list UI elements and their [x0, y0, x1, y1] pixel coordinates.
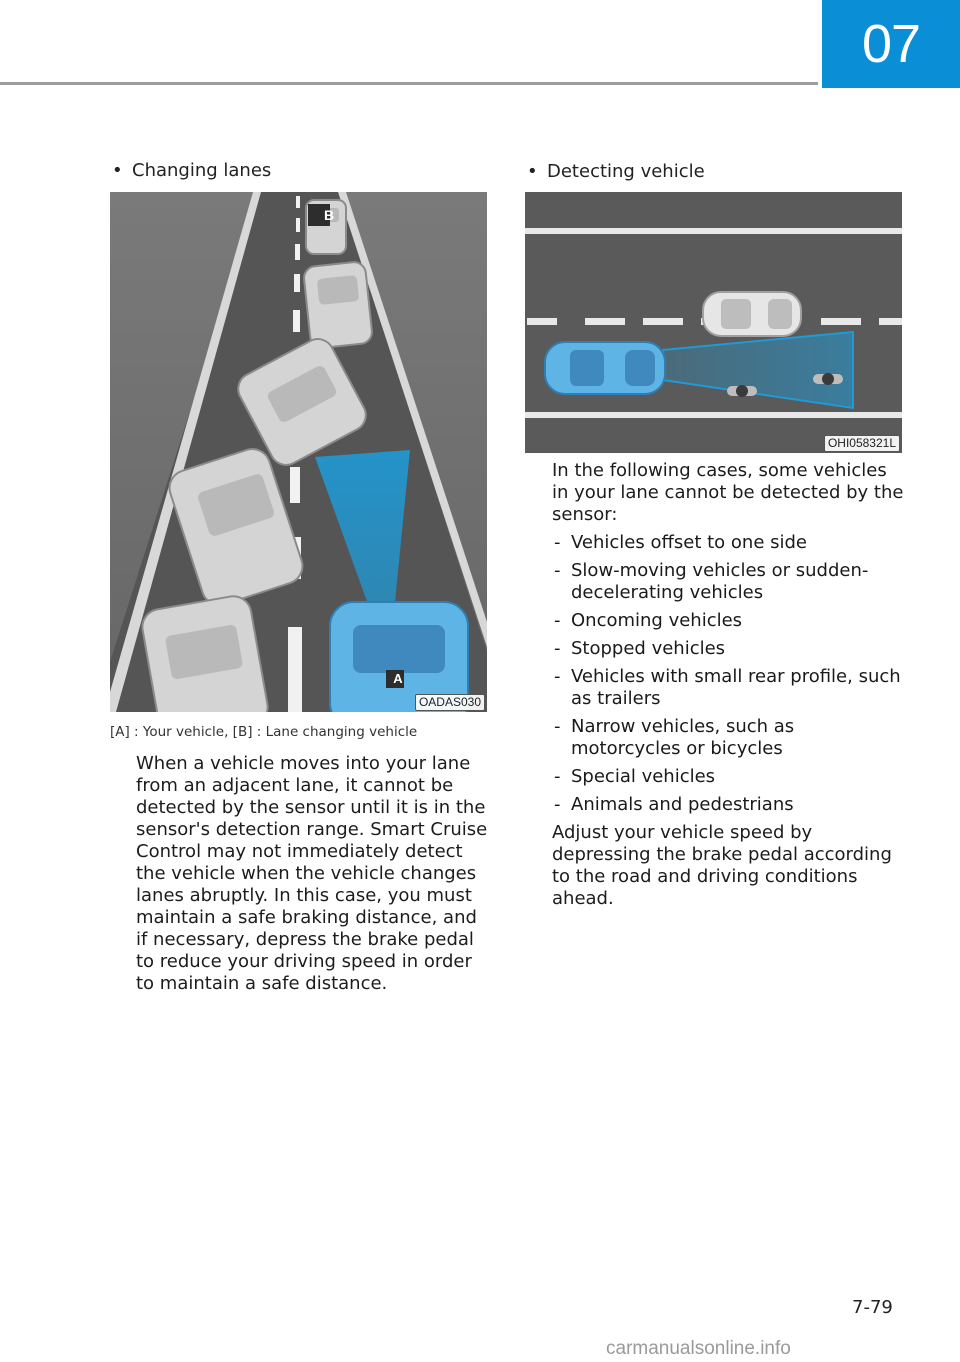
detecting-intro-paragraph: In the following cases, some vehicles in your lane cannot be detected by the sensor:	[552, 460, 904, 525]
adjust-speed-paragraph: Adjust your vehicle speed by depressing the brake pedal according to the road and driving conditions ahead.	[552, 822, 892, 909]
figure-detecting-vehicle	[525, 192, 902, 453]
list-item: - Vehicles with small rear profile, such as trailers	[554, 666, 901, 709]
list-item: - Animals and pedestrians	[554, 794, 794, 815]
undetected-vehicle-list	[552, 532, 912, 822]
figure-code: OADAS030	[415, 694, 485, 711]
bullet: •	[527, 161, 538, 182]
bullet: •	[112, 160, 123, 181]
list-item: - Narrow vehicles, such as motorcycles or bicycles	[554, 716, 795, 759]
section-heading-changing-lanes: • Changing lanes	[112, 160, 272, 181]
list-item: - Special vehicles	[554, 766, 716, 787]
figure-changing-lanes	[110, 192, 487, 712]
figure-caption: [A] : Your vehicle, [B] : Lane changing vehicle	[110, 724, 418, 740]
changing-lanes-paragraph: When a vehicle moves into your lane from an adjacent lane, it cannot be detected by the sensor until it is in the sensor's detection range. Smart Cruise Control may not immediately detect the vehicle when the vehicle changes lanes abruptly. In this case, you must maintain a safe braking distance, and if necessary, depress the brake pedal to reduce your driving speed in order to maintain a safe distance.	[136, 753, 488, 994]
list-item: - Slow-moving vehicles or sudden- decelerating vehicles	[554, 560, 869, 603]
section-heading-detecting-vehicle: • Detecting vehicle	[527, 161, 705, 182]
list-item: - Stopped vehicles	[554, 638, 726, 659]
page-number: 7-79	[852, 1297, 893, 1318]
list-item: - Oncoming vehicles	[554, 610, 743, 631]
watermark: carmanualsonline.info	[606, 1338, 791, 1359]
list-item: - Vehicles offset to one side	[554, 532, 808, 553]
detecting-vehicle-illustration	[525, 192, 902, 453]
header-rule	[0, 82, 818, 85]
lane-change-illustration	[110, 192, 487, 712]
figure-code: OHI058321L	[824, 435, 900, 452]
chapter-tab: 07	[822, 0, 960, 88]
label-b: B	[323, 207, 335, 223]
label-a: A	[393, 671, 403, 686]
